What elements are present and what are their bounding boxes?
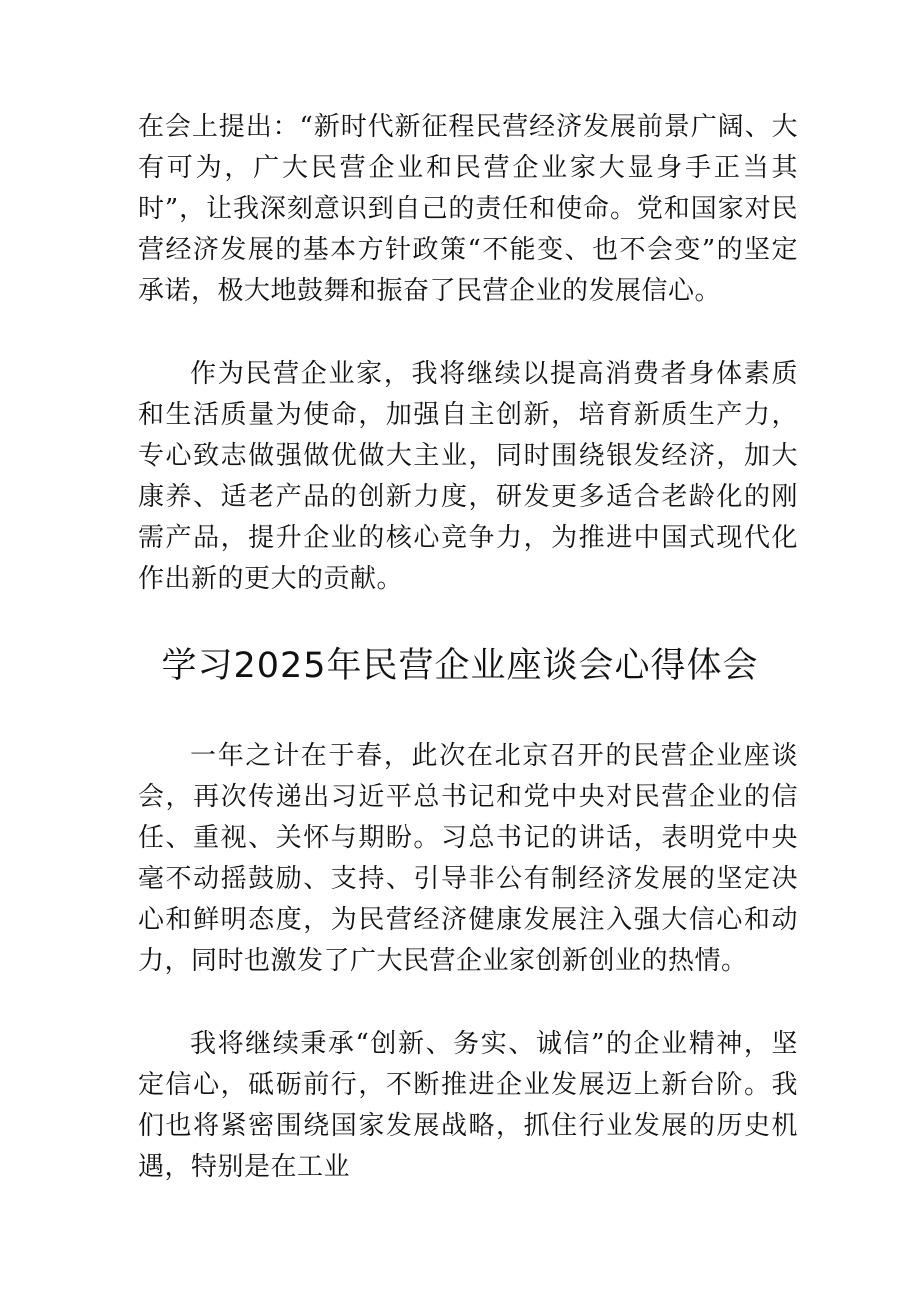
article-title: 学习2025年民营企业座谈会心得体会 <box>161 646 759 686</box>
paragraph-continued: 在会上提出：“新时代新征程民营经济发展前景广阔、大有可为，广大民营企业和民营企业家大显身手正当其时”，让我深刻意识到自己的责任和使命。党和国家对民营经济发展的基本方针政策“不能变、也不会变”的坚定承诺，极大地鼓舞和振奋了民营企业的发展信心。 <box>138 112 798 306</box>
paragraph-symposium-intro: 一年之计在于春，此次在北京召开的民营企业座谈会，再次传递出习近平总书记和党中央对民营企业的信任、重视、关怀与期盼。习总书记的讲话，表明党中央毫不动摇鼓励、支持、引导非公有制经济发展的坚定决心和鲜明态度，为民营经济健康发展注入强大信心和动力，同时也激发了广大民营企业家创新创业的热情。 <box>138 741 798 976</box>
paragraph-entrepreneur-commitment: 作为民营企业家，我将继续以提高消费者身体素质和生活质量为使命，加强自主创新，培育新质生产力，专心致志做强做优做大主业，同时围绕银发经济，加大康养、适老产品的创新力度，研发更多适合老龄化的刚需产品，提升企业的核心竞争力，为推进中国式现代化作出新的更大的贡献。 <box>138 359 798 594</box>
paragraph-enterprise-spirit: 我将继续秉承“创新、务实、诚信”的企业精神，坚定信心，砥砺前行，不断推进企业发展迈上新台阶。我们也将紧密围绕国家发展战略，抓住行业发展的历史机遇，特别是在工业 <box>138 1029 798 1182</box>
